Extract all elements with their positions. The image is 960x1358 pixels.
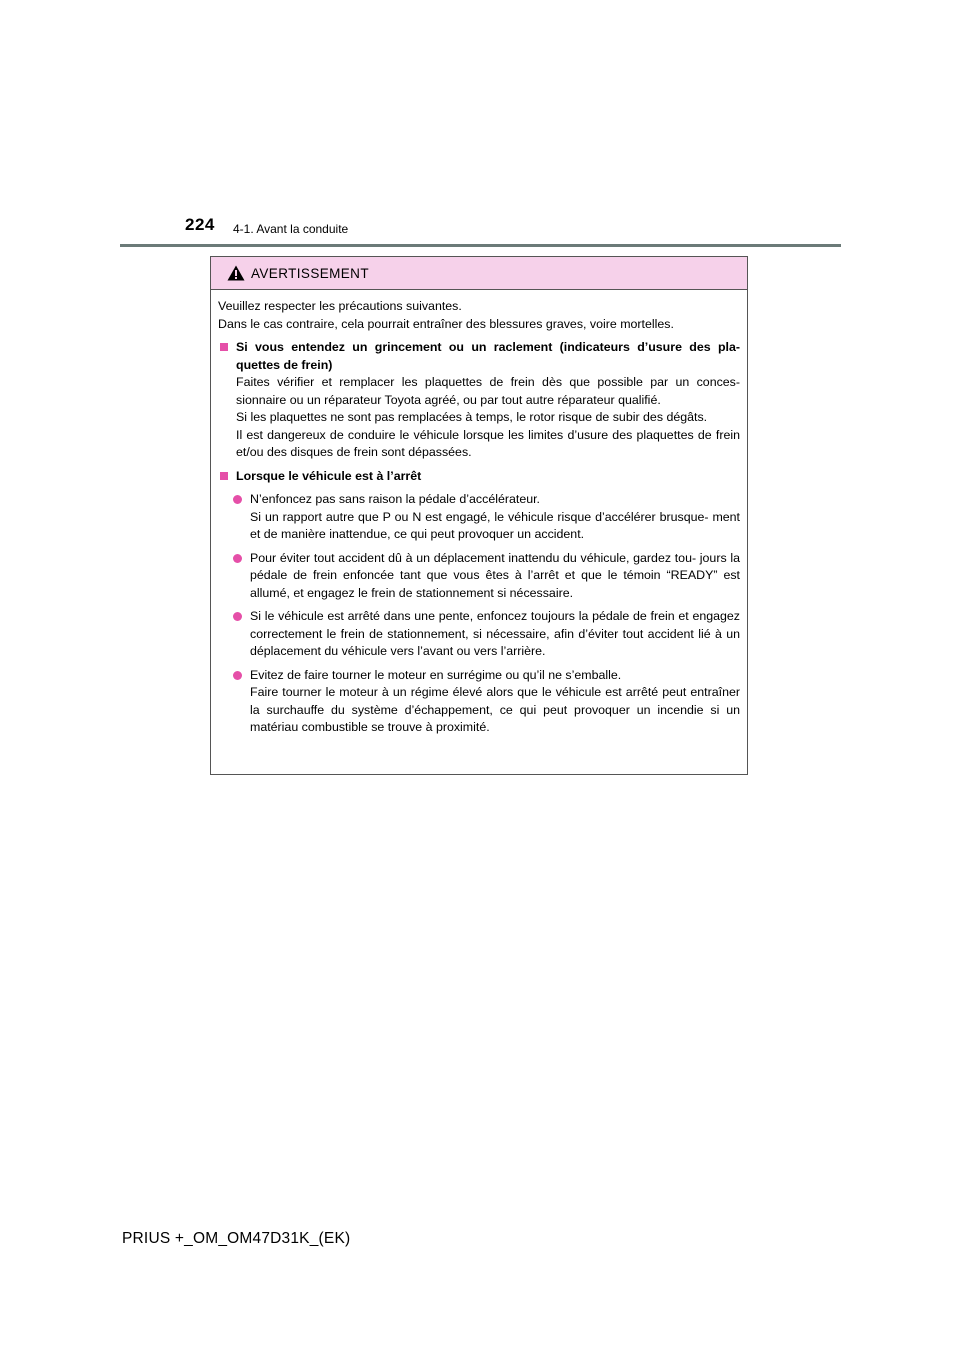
warning-header: [211, 257, 747, 290]
square-bullet-icon: [220, 472, 228, 480]
header-divider: [120, 244, 841, 247]
circle-bullet-icon: [233, 495, 242, 504]
section-title: 4-1. Avant la conduite: [233, 222, 349, 236]
list-item-text: Si un rapport autre que P ou N est engagé, le véhicule risque d’accélérer brusque- ment et de manière inattendue, ce qui peut provoquer un accident.: [250, 509, 740, 541]
square-bullet-icon: [220, 343, 228, 351]
list-item-text: Pour éviter tout accident dû à un déplacement inattendu du véhicule, gardez tou- jours la pédale de frein enfoncée tant que vous êtes à l’arrêt et que le témoin “READY” est allumé, et engagez le frein de stationnement si nécessaire.: [250, 550, 740, 600]
paragraph: Faites vérifier et remplacer les plaquettes de frein dès que possible par un conces- sionnaire ou un réparateur Toyota agréé, ou par tout autre réparateur qualifié.: [236, 375, 740, 407]
warning-title: AVERTISSEMENT: [251, 265, 369, 281]
page-number: 224: [185, 215, 215, 234]
subsection-brake-pads: [218, 339, 740, 374]
warning-body: [211, 290, 747, 737]
subsection-heading: Lorsque le véhicule est à l’arrêt: [236, 468, 422, 483]
circle-bullet-icon: [233, 671, 242, 680]
list-item: [218, 608, 740, 661]
list-item: [218, 667, 740, 737]
warning-box: [210, 256, 748, 775]
list-item-text: Si le véhicule est arrêté dans une pente, enfoncez toujours la pédale de frein et engagez correctement le frein de stationnement, si nécessaire, afin d’éviter tout accident lié à un déplacement du véhicule vers l’avant ou vers l’arrière.: [250, 609, 740, 658]
warning-intro-1: Veuillez respecter les précautions suivantes.: [218, 299, 462, 313]
circle-bullet-icon: [233, 612, 242, 621]
warning-triangle-icon: [227, 265, 245, 281]
document-code: PRIUS +_OM_OM47D31K_(EK): [122, 1230, 351, 1247]
list-item: [218, 550, 740, 603]
warning-intro-2: Dans le cas contraire, cela pourrait entraîner des blessures graves, voire mortelles.: [218, 316, 674, 331]
paragraph: Il est dangereux de conduire le véhicule lorsque les limites d’usure des plaquettes de frein et/ou des disques de frein sont dépassées.: [236, 427, 740, 459]
circle-bullet-icon: [233, 554, 242, 563]
subsection-heading: Si vous entendez un grincement ou un raclement (indicateurs d’usure des pla- quettes de frein): [236, 340, 740, 372]
list-item-text: Faire tourner le moteur à un régime élevé alors que le véhicule est arrêté peut entraîner la surchauffe du système d’échappement, ce qui peut provoquer un incendie si un matériau combustible se trouve à proximité.: [250, 685, 740, 734]
paragraph: Si les plaquettes ne sont pas remplacées à temps, le rotor risque de subir des dégâts.: [236, 410, 708, 424]
subsection-stopped-vehicle: [218, 468, 740, 486]
list-item-text: Evitez de faire tourner le moteur en surrégime ou qu’il ne s’emballe.: [250, 667, 622, 682]
list-item: [218, 491, 740, 544]
list-item-text: N’enfoncez pas sans raison la pédale d’accélérateur.: [250, 492, 540, 506]
